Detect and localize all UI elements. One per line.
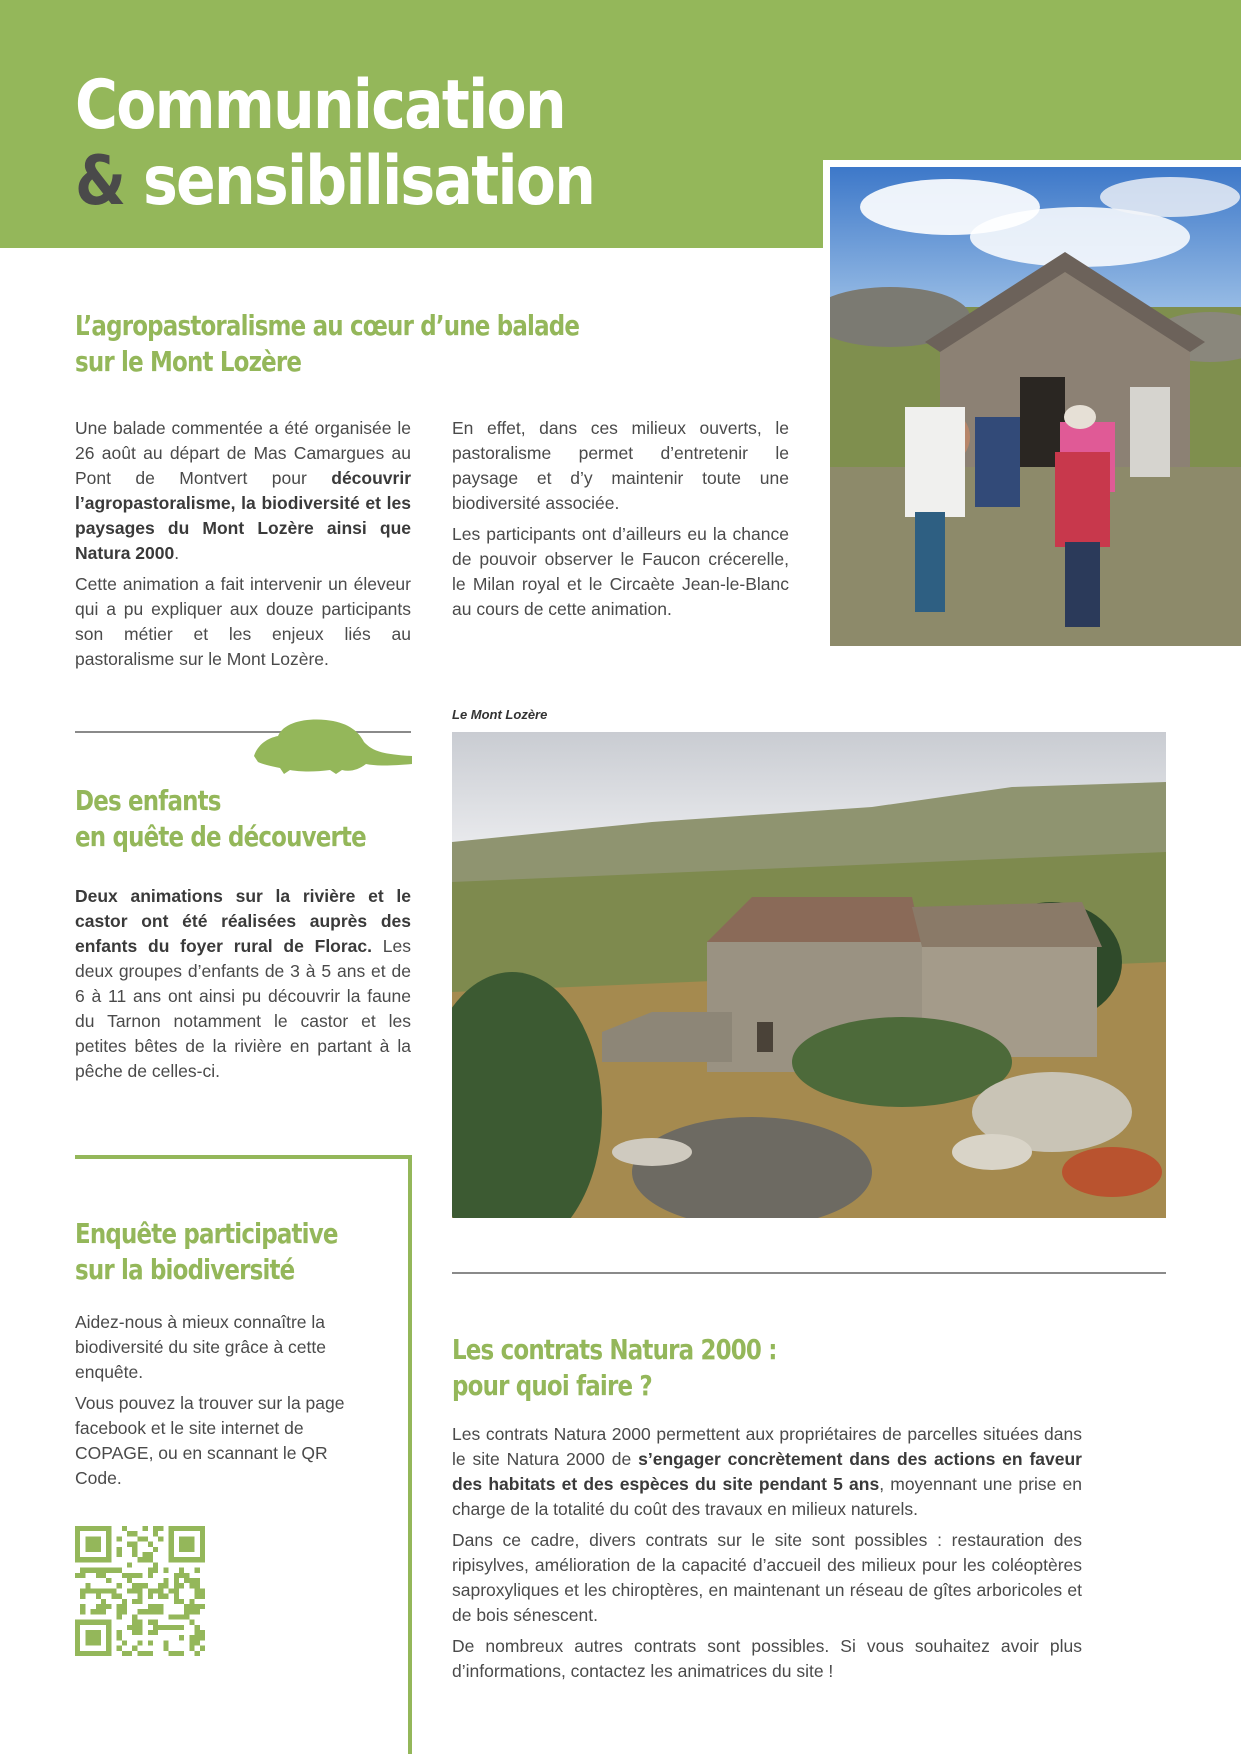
- enquete-box-top: [75, 1155, 412, 1159]
- section1-p1-text: Une balade commentée a été organisée le 26 août au départ de Mas Camargues au Pont de Montvert pour: [75, 418, 411, 488]
- section3-title-line2: sur la biodiversité: [75, 1253, 295, 1286]
- section1-p1-end: .: [174, 543, 180, 563]
- section1-paragraph1: [75, 416, 411, 566]
- beaver-icon: [254, 718, 412, 778]
- section3-title-line1: Enquête participative: [75, 1217, 338, 1250]
- section1-column1: [75, 416, 411, 678]
- section2-column: [75, 884, 411, 1090]
- section4-title-line1: Les contrats Natura 2000 :: [452, 1333, 777, 1366]
- title-line1: Communication: [75, 66, 565, 145]
- photo-caption: Le Mont Lozère: [452, 707, 548, 722]
- section4-paragraph3: De nombreux autres contrats sont possibles. Si vous souhaitez avoir plus d’informations, contactez les animatrices du site !: [452, 1636, 1082, 1681]
- title-line2: sensibilisation: [142, 142, 595, 221]
- qr-code-icon[interactable]: [75, 1526, 205, 1656]
- section4-p1-text: Les contrats Natura 2000 permettent aux propriétaires de parcelles situées dans le site Natura 2000 de: [452, 1424, 1082, 1469]
- section2-title-line1: Des enfants: [75, 784, 221, 817]
- section3-paragraph1: Aidez-nous à mieux connaître la biodiversité du site grâce à cette enquête.: [75, 1312, 326, 1382]
- section1-column2: [452, 416, 789, 628]
- section2-title-line2: en quête de découverte: [75, 820, 366, 853]
- section1-title-line1: L’agropastoralisme au cœur d’une balade: [75, 309, 580, 342]
- section2-bold: Deux animations sur la rivière et le castor ont été réalisées auprès des enfants du foyer rural de Florac.: [75, 886, 411, 956]
- section4-column: [452, 1422, 1082, 1690]
- section2-paragraph: [75, 884, 411, 1084]
- section4-title-line2: pour quoi faire ?: [452, 1369, 652, 1402]
- section-title-enquete: [75, 1216, 338, 1288]
- page-title: [75, 68, 594, 220]
- section-title-contrats: [452, 1332, 777, 1404]
- section3-paragraph2: Vous pouvez la trouver sur la page facebook et le site internet de COPAGE, ou en scannant le QR Code.: [75, 1393, 345, 1488]
- section-title-enfants: [75, 783, 366, 855]
- section4-divider: [452, 1272, 1166, 1274]
- mont-lozere-photo: [452, 732, 1166, 1218]
- title-ampersand: &: [75, 142, 125, 221]
- section4-paragraph1: [452, 1422, 1082, 1522]
- section1-p1-bold: découvrir l’agropastoralisme, la biodiversité et les paysages du Mont Lozère ainsi que Natura 2000: [75, 468, 411, 563]
- section1-paragraph2: Cette animation a fait intervenir un éleveur qui a pu expliquer aux douze participants son métier et les enjeux liés au pastoralisme sur le Mont Lozère.: [75, 574, 411, 669]
- section-title-agropastoralisme: [75, 308, 579, 380]
- enquete-box-right: [408, 1155, 412, 1754]
- section1-paragraph4: Les participants ont d’ailleurs eu la chance de pouvoir observer le Faucon crécerelle, le Milan royal et le Circaète Jean-le-Blanc au cours de cette animation.: [452, 524, 789, 619]
- section1-title-line2: sur le Mont Lozère: [75, 345, 302, 378]
- section4-p1-bold: s’engager concrètement dans des actions en faveur des habitats et des espèces du site pendant 5 ans: [452, 1449, 1082, 1494]
- section3-column: [75, 1310, 375, 1497]
- hikers-photo: [830, 167, 1241, 646]
- section1-paragraph3: En effet, dans ces milieux ouverts, le pastoralisme permet d’entretenir le paysage et d’y maintenir toute une biodiversité associée.: [452, 418, 789, 513]
- section2-text: Les deux groupes d’enfants de 3 à 5 ans et de 6 à 11 ans ont ainsi pu découvrir la faune du Tarnon notamment le castor et les petites bêtes de la rivière en partant à la pêche de celles-ci.: [75, 936, 412, 1081]
- section4-paragraph2: Dans ce cadre, divers contrats sur le site sont possibles : restauration des ripisylves, amélioration de la capacité d’accueil des milieux pour les coléoptères saproxyliques et les chiroptères, en maintenant un réseau de gîtes arboricoles et de bois sénescent.: [452, 1530, 1082, 1625]
- section4-p1-end: , moyennant une prise en charge de la totalité du coût des travaux en milieux naturels.: [452, 1474, 1082, 1519]
